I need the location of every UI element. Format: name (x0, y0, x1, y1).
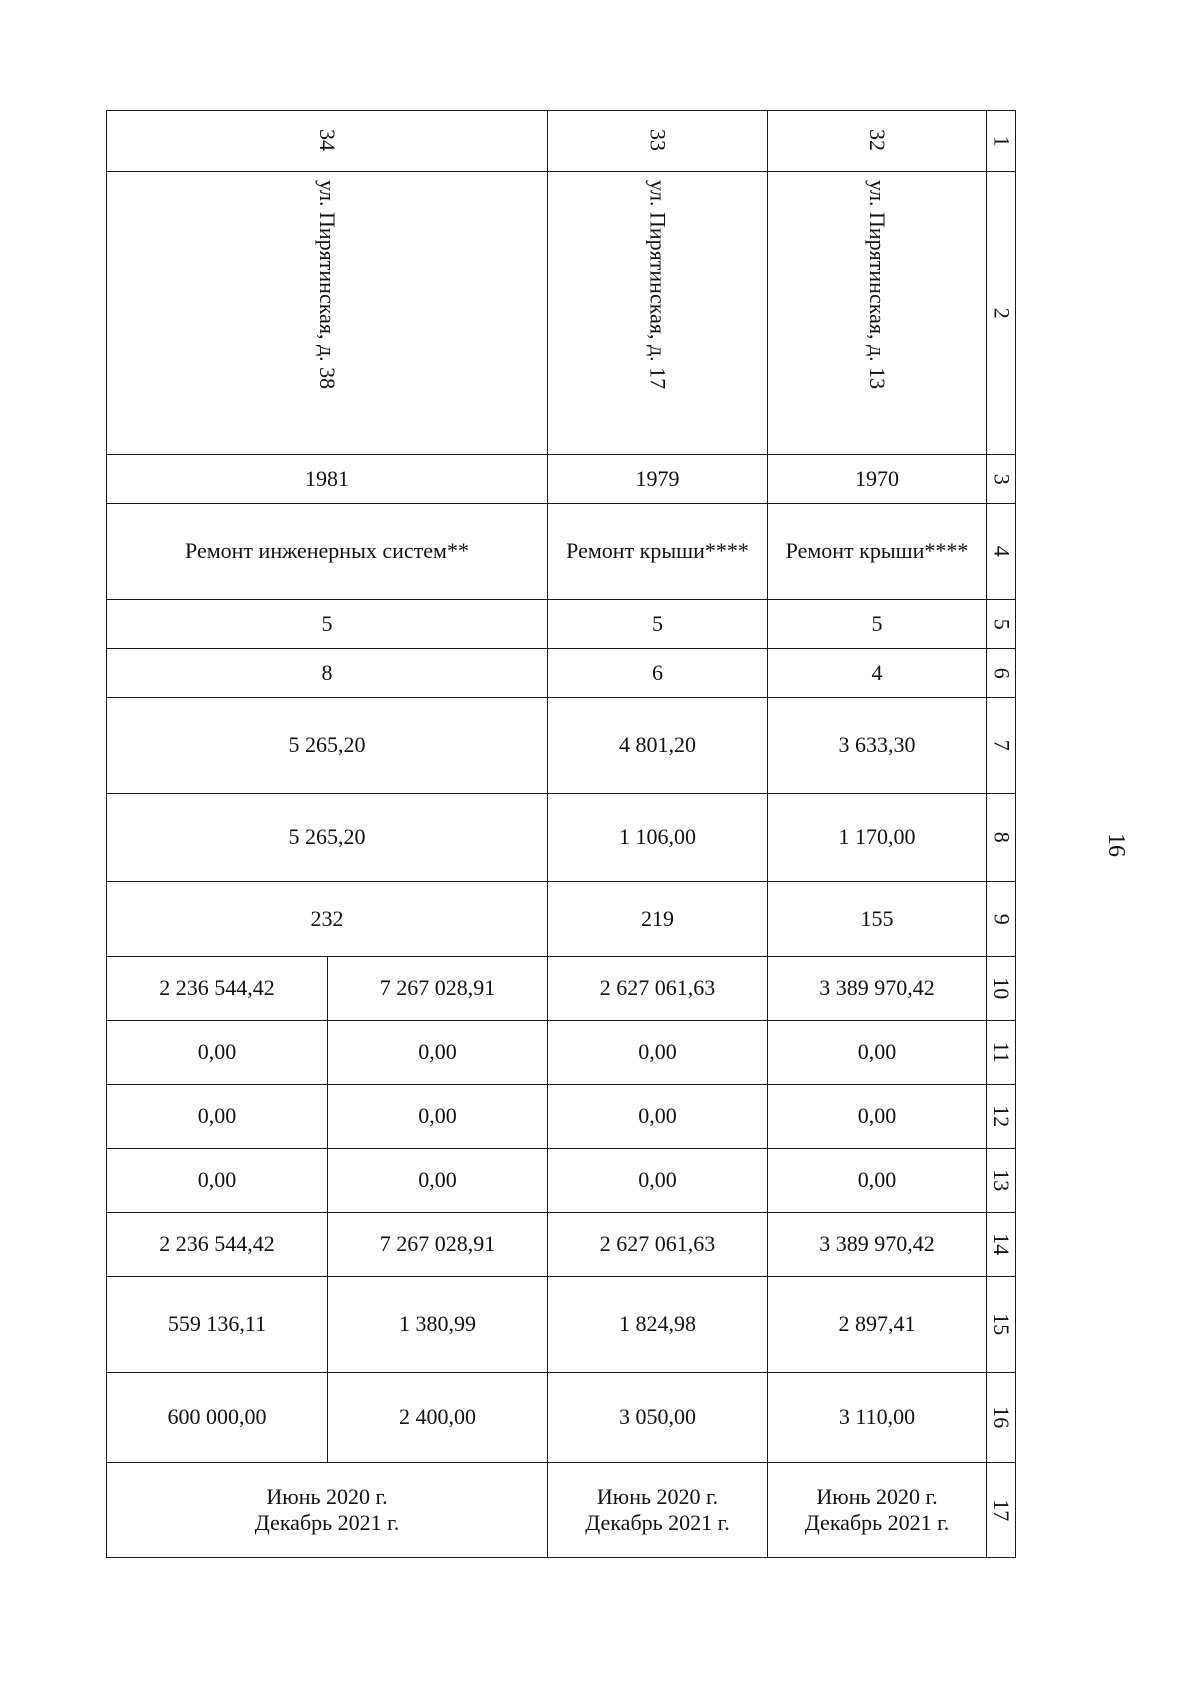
column-number: 14 (987, 1213, 1016, 1277)
column-number: 2 (987, 172, 1016, 455)
cell-value: 0,00 (548, 1149, 768, 1213)
cell-value: 0,00 (107, 1149, 328, 1213)
row-1 (107, 111, 1016, 172)
row-17 (107, 1463, 1016, 1558)
column-number: 13 (987, 1149, 1016, 1213)
column-number: 11 (987, 1021, 1016, 1085)
row-8 (107, 794, 1016, 882)
period-start: Июнь 2020 г. (596, 1483, 719, 1509)
row-2 (107, 172, 1016, 455)
cell-period (548, 1463, 768, 1558)
row-12 (107, 1085, 1016, 1149)
column-number: 7 (987, 698, 1016, 794)
cell-value: 0,00 (107, 1021, 328, 1085)
cell-value: 2 627 061,63 (548, 1213, 768, 1277)
row-7 (107, 698, 1016, 794)
cell-address: ул. Пирятинская, д. 38 (107, 172, 548, 455)
page-number: 16 (1103, 833, 1129, 857)
cell-work-type: Ремонт инженерных систем** (107, 504, 548, 600)
cell-value: 0,00 (328, 1149, 548, 1213)
cell-year: 1970 (768, 455, 987, 504)
period-start: Июнь 2020 г. (816, 1483, 938, 1509)
column-number: 15 (987, 1277, 1016, 1373)
row-13 (107, 1149, 1016, 1213)
column-number: 5 (987, 600, 1016, 649)
cell-value: 0,00 (107, 1085, 328, 1149)
row-9 (107, 882, 1016, 957)
cell-cost-total: 2 627 061,63 (548, 957, 768, 1021)
cell-floors: 5 (548, 600, 768, 649)
column-number: 3 (987, 455, 1016, 504)
column-number: 6 (987, 649, 1016, 698)
cell-value: 0,00 (768, 1149, 987, 1213)
cell-cost-total: 3 389 970,42 (768, 957, 987, 1021)
column-number: 9 (987, 882, 1016, 957)
row-3 (107, 455, 1016, 504)
column-number: 12 (987, 1085, 1016, 1149)
row-14 (107, 1213, 1016, 1277)
cell-entrances: 6 (548, 649, 768, 698)
cell-residents: 155 (768, 882, 987, 957)
cell-year: 1979 (548, 455, 768, 504)
cell-unit-cost: 1 380,99 (328, 1277, 548, 1373)
cell-period (768, 1463, 987, 1558)
cell-unit-limit: 3 050,00 (548, 1373, 768, 1463)
row-5 (107, 600, 1016, 649)
column-number: 1 (987, 111, 1016, 172)
cell-unit-cost: 559 136,11 (107, 1277, 328, 1373)
cell-unit-limit: 3 110,00 (768, 1373, 987, 1463)
cell-residents: 232 (107, 882, 548, 957)
cell-floors: 5 (107, 600, 548, 649)
cell-row-number: 34 (107, 111, 548, 172)
period-end: Декабрь 2021 г. (254, 1510, 400, 1535)
cell-area-living: 1 170,00 (768, 794, 987, 882)
column-number: 8 (987, 794, 1016, 882)
cell-unit-cost: 2 897,41 (768, 1277, 987, 1373)
cell-value: 2 236 544,42 (107, 1213, 328, 1277)
cell-area-total: 5 265,20 (107, 698, 548, 794)
cell-area-living: 1 106,00 (548, 794, 768, 882)
cell-cost-total: 2 236 544,42 (107, 957, 328, 1021)
column-number: 17 (987, 1463, 1016, 1558)
cell-area-total: 4 801,20 (548, 698, 768, 794)
column-number: 4 (987, 504, 1016, 600)
cell-area-total: 3 633,30 (768, 698, 987, 794)
row-16 (107, 1373, 1016, 1463)
cell-value: 0,00 (328, 1021, 548, 1085)
cell-period (107, 1463, 548, 1558)
period-start: Июнь 2020 г. (266, 1483, 388, 1509)
cell-floors: 5 (768, 600, 987, 649)
cell-entrances: 4 (768, 649, 987, 698)
cell-work-type: Ремонт крыши**** (768, 504, 987, 600)
cell-entrances: 8 (107, 649, 548, 698)
row-4 (107, 504, 1016, 600)
cell-value: 3 389 970,42 (768, 1213, 987, 1277)
cell-unit-limit: 600 000,00 (107, 1373, 328, 1463)
cell-row-number: 33 (548, 111, 768, 172)
column-number: 10 (987, 957, 1016, 1021)
cell-value: 0,00 (768, 1021, 987, 1085)
period-end: Декабрь 2021 г. (804, 1510, 950, 1535)
cell-address: ул. Пирятинская, д. 17 (548, 172, 768, 455)
row-15 (107, 1277, 1016, 1373)
cell-address: ул. Пирятинская, д. 13 (768, 172, 987, 455)
cell-unit-cost: 1 824,98 (548, 1277, 768, 1373)
cell-value: 0,00 (548, 1085, 768, 1149)
cell-value: 0,00 (328, 1085, 548, 1149)
cell-value: 0,00 (768, 1085, 987, 1149)
repair-schedule-table (106, 110, 1016, 1558)
column-number: 16 (987, 1373, 1016, 1463)
row-6 (107, 649, 1016, 698)
cell-year: 1981 (107, 455, 548, 504)
cell-unit-limit: 2 400,00 (328, 1373, 548, 1463)
cell-row-number: 32 (768, 111, 987, 172)
cell-cost-total: 7 267 028,91 (328, 957, 548, 1021)
cell-residents: 219 (548, 882, 768, 957)
cell-area-living: 5 265,20 (107, 794, 548, 882)
row-10 (107, 957, 1016, 1021)
row-11 (107, 1021, 1016, 1085)
cell-work-type: Ремонт крыши**** (548, 504, 768, 600)
cell-value: 7 267 028,91 (328, 1213, 548, 1277)
cell-value: 0,00 (548, 1021, 768, 1085)
period-end: Декабрь 2021 г. (585, 1510, 730, 1535)
